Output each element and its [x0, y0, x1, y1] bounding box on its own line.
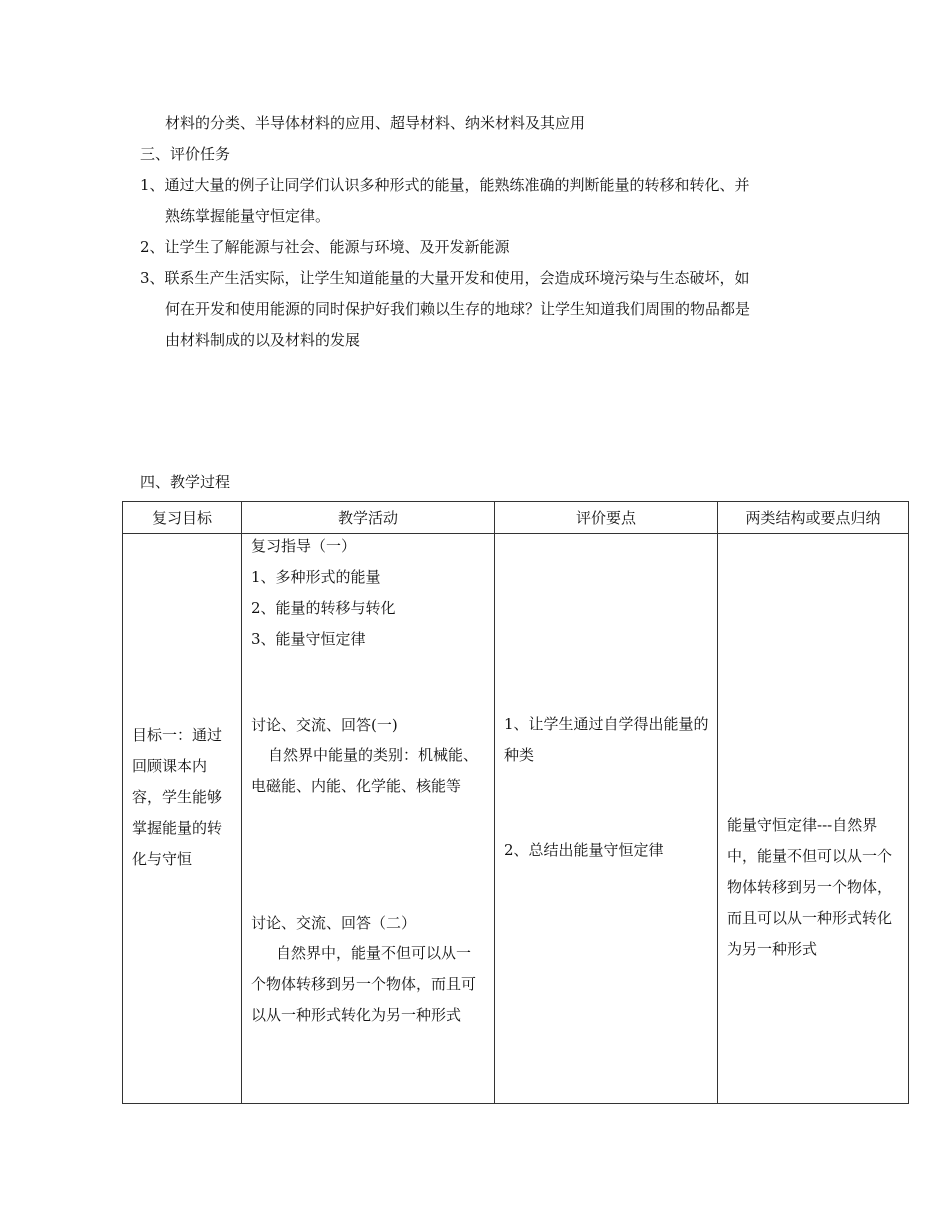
- task3-line-b: 何在开发和使用能源的同时保护好我们赖以生存的地球？让学生知道我们周围的物品都是: [165, 300, 751, 318]
- intro-line-materials: 材料的分类、半导体材料的应用、超导材料、纳米材料及其应用: [165, 114, 586, 132]
- goal-cell: [123, 534, 242, 1104]
- activity-cell: [242, 534, 495, 1104]
- section4-title: 四、教学过程: [140, 473, 231, 491]
- header-review-goal: 复习目标: [123, 502, 242, 534]
- evaluation-point-1: 1、让学生通过自学得出能量的种类: [504, 715, 709, 764]
- header-teaching-activity: 教学活动: [242, 502, 495, 534]
- table-header-row: [123, 502, 909, 534]
- discussion-2-title: 讨论、交流、回答（二）: [251, 914, 417, 932]
- task1-line-b: 熟练掌握能量守恒定律。: [165, 207, 331, 225]
- discussion-1-title: 讨论、交流、回答(一): [251, 716, 398, 734]
- task1-line-a: 1、通过大量的例子让同学们认识多种形式的能量，能熟练准确的判断能量的转移和转化、并: [140, 176, 750, 194]
- guide-item: 3、能量守恒定律: [251, 630, 366, 648]
- summary-text: 能量守恒定律---自然界中，能量不但可以从一个物体转移到另一个物体，而且可以从一种形式转化为另一种形式: [727, 816, 893, 958]
- table-row: [123, 534, 909, 1104]
- task3-line-a: 3、联系生产生活实际，让学生知道能量的大量开发和使用，会造成环境污染与生态破坏，如: [140, 269, 750, 287]
- guide-item: 2、能量的转移与转化: [251, 599, 396, 617]
- task3-line-c: 由材料制成的以及材料的发展: [165, 331, 361, 349]
- header-summary: 两类结构或要点归纳: [718, 502, 909, 534]
- section3-title: 三、评价任务: [140, 145, 231, 163]
- guide-title: 复习指导（一）: [251, 537, 357, 555]
- discussion-2-body: 自然界中，能量不但可以从一个物体转移到另一个物体，而且可以从一种形式转化为另一种形式: [251, 944, 477, 1024]
- evaluation-point-2: 2、总结出能量守恒定律: [504, 841, 664, 859]
- header-evaluation-points: 评价要点: [495, 502, 718, 534]
- summary-cell: [718, 534, 909, 1104]
- evaluation-cell: [495, 534, 718, 1104]
- guide-item: 1、多种形式的能量: [251, 568, 381, 586]
- teaching-process-table: [122, 501, 909, 1104]
- task2-line: 2、让学生了解能源与社会、能源与环境、及开发新能源: [140, 238, 510, 256]
- discussion-1-body: 自然界中能量的类别：机械能、电磁能、内能、化学能、核能等: [251, 746, 479, 795]
- goal-text: 目标一：通过回顾课本内容，学生能够掌握能量的转化与守恒: [132, 726, 223, 868]
